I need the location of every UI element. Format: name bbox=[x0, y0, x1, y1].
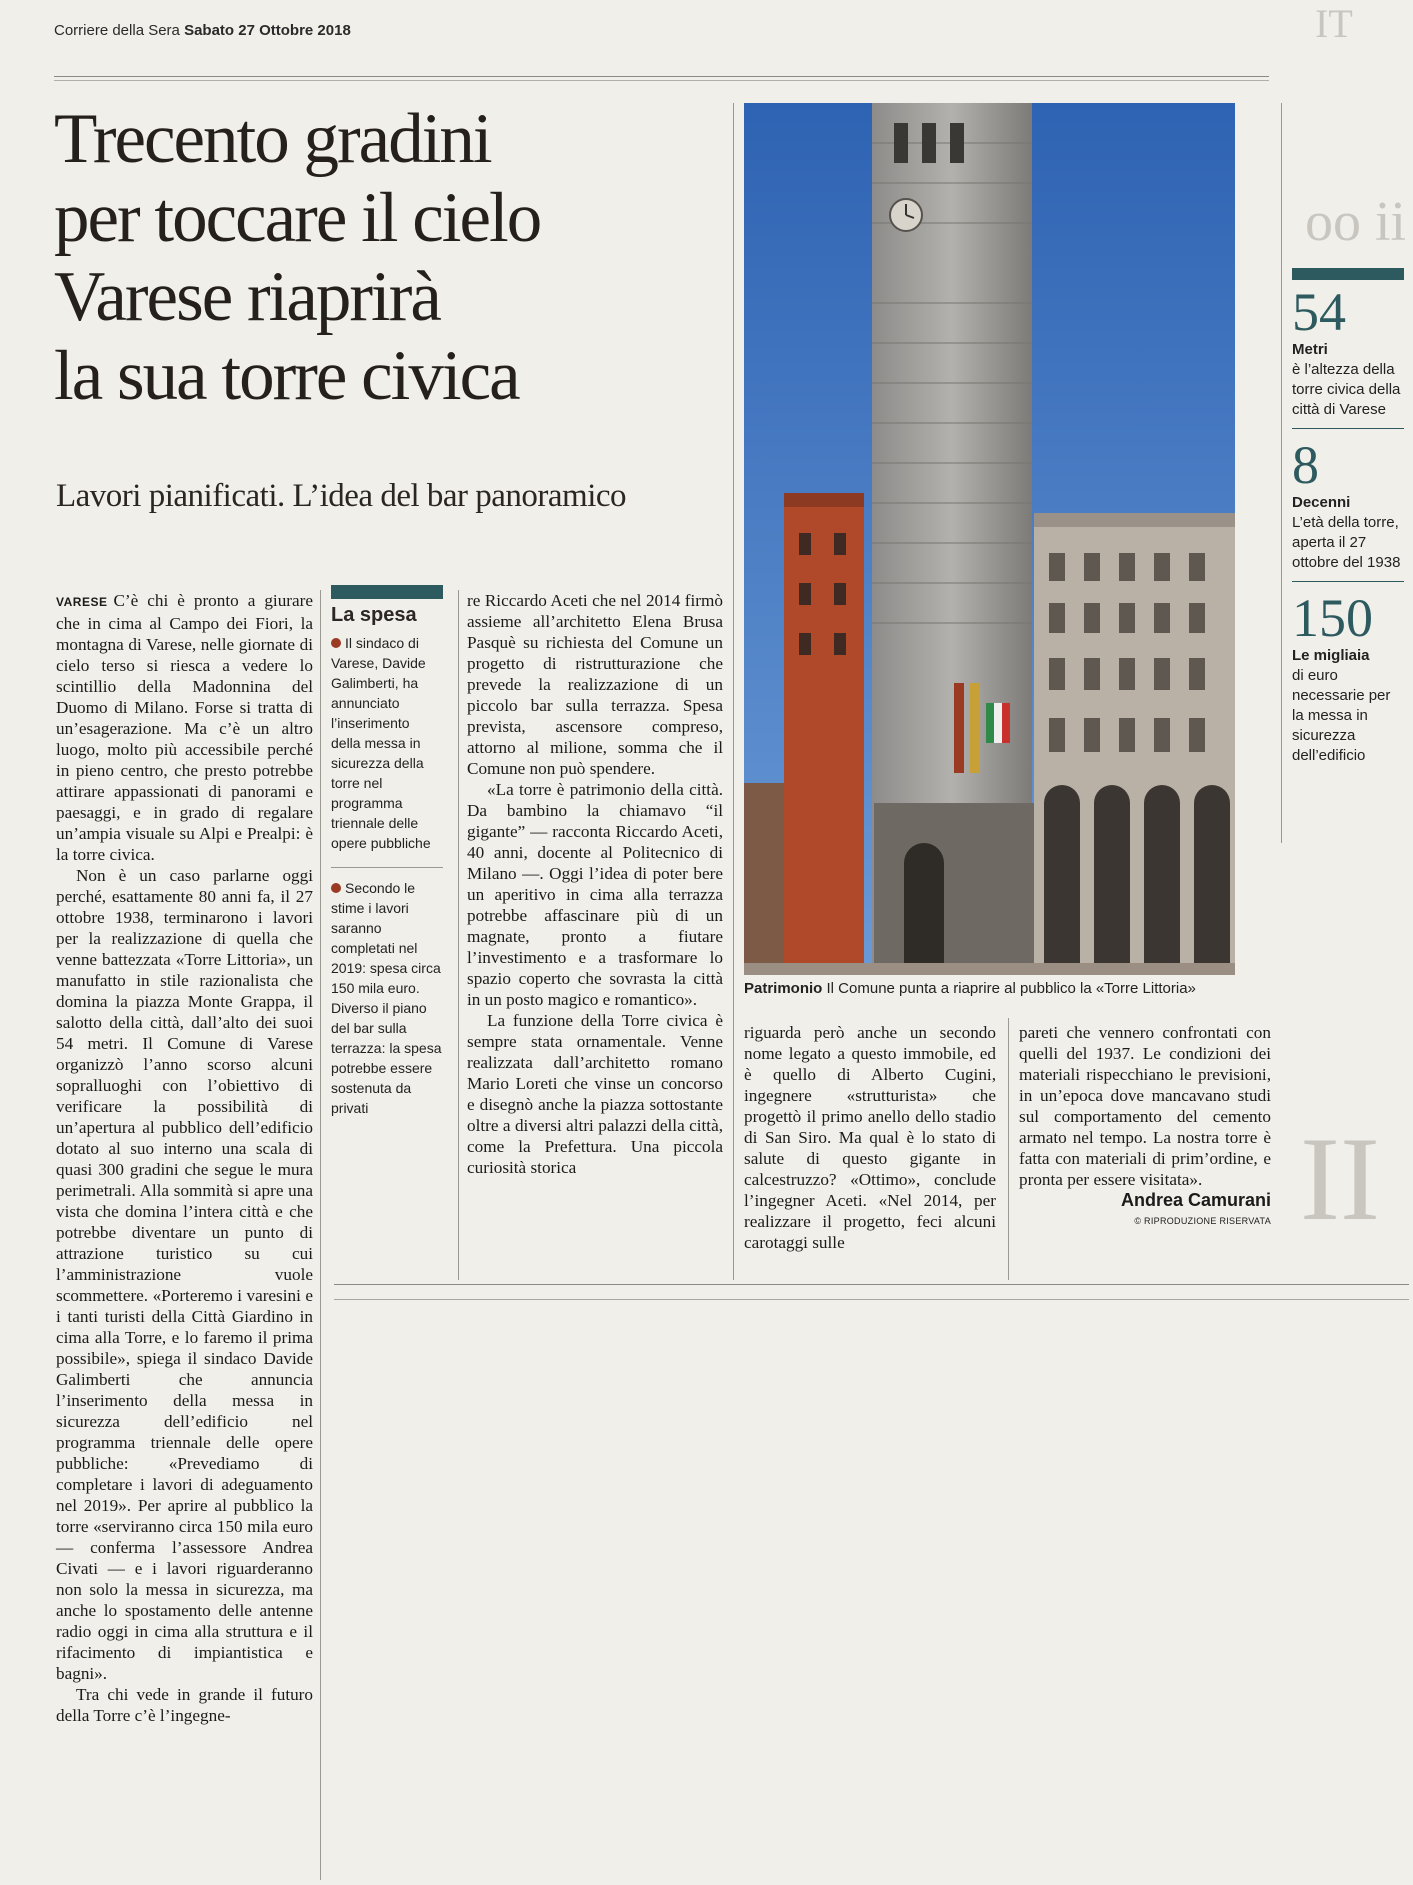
article-paragraph: re Riccardo Aceti che nel 2014 firmò assieme all’architetto Elena Brusa Pasquè su richiesta del Comune un progetto di ristrutturazione che prevede la realizzazione di un piccolo bar sulla terrazza. Spesa prevista, ascensore compreso, attorno al milione, somma che il Comune non può spendere. bbox=[467, 591, 723, 778]
bleed-through-text: oo ii bbox=[1305, 191, 1407, 253]
article-paragraph bbox=[56, 590, 313, 865]
fact-item bbox=[1292, 590, 1404, 774]
fact-description: di euro necessarie per la messa in sicurezza dell’edificio bbox=[1292, 667, 1391, 764]
article-paragraph: pareti che vennero confrontati con quelli del 1937. Le condizioni dei materiali rispecchiano le previsioni, in un’epoca dove mancavano studi sul comportamento del cemento armato nel tempo. La nostra torre è fatta con materiali di prim’ordine, e pronta per essere visitata». bbox=[1019, 1023, 1271, 1189]
photo-torre-littoria bbox=[744, 103, 1235, 975]
article-paragraph: Non è un caso parlarne oggi perché, esattamente 80 anni fa, il 27 ottobre 1938, terminarono i lavori per la realizzazione di quella che venne battezzata «Torre Littoria», un manufatto in stile razionalista che domina la piazza Monte Grappa, il salotto della città, dall’alto dei suoi 54 metri. Il Comune di Varese organizzò l’anno scorso alcuni sopralluoghi con l’obiettivo di verificare la possibilità di un’apertura al pubblico dell’edificio dotato al suo interno una scala di quasi 300 gradini che segue le mura perimetrali. Alla sommità si apre una vista che domina l’intera città e che potrebbe diventare un punto di attrazione turistico su cui l’amministrazione vuole scommettere. «Porteremo i varesini e i tanti turisti della Città Giardino in cima alla Torre, e lo faremo il prima possibile», spiega il sindaco Davide Galimberti che annuncia l’inserimento della messa in sicurezza dell’edificio nel programma triennale delle opere pubbliche: «Prevediamo di completare i lavori di adeguamento nel 2019». Per aprire al pubblico la torre «serviranno circa 150 mila euro — conferma l’assessore Andrea Civati — e i lavori riguarderanno non solo la messa in sicurezza, ma anche lo spostamento delle antenne radio oggi in cima alla struttura e il rifacimento di impiantistica e bagni». bbox=[56, 866, 313, 1683]
article-column-3 bbox=[467, 590, 723, 1178]
fact-unit: Le migliaia bbox=[1292, 647, 1370, 664]
tower-photo-illustration bbox=[744, 103, 1235, 975]
fact-item bbox=[1292, 284, 1404, 429]
fact-item bbox=[1292, 437, 1404, 582]
column-divider bbox=[733, 103, 734, 1280]
fact-description: è l’altezza della torre civica della città di Varese bbox=[1292, 361, 1401, 418]
bleed-through-text: II bbox=[1300, 1112, 1380, 1245]
dateline: VARESE bbox=[56, 595, 108, 609]
fact-unit: Metri bbox=[1292, 341, 1328, 358]
headline-line: la sua torre civica bbox=[54, 337, 519, 415]
fact-description: L’età della torre, aperta il 27 ottobre del 1938 bbox=[1292, 514, 1401, 571]
masthead-date: Sabato 27 Ottobre 2018 bbox=[184, 22, 351, 39]
caption-text: Il Comune punta a riaprire al pubblico la «Torre Littoria» bbox=[826, 980, 1196, 997]
masthead bbox=[54, 22, 351, 39]
bullet-dot-icon bbox=[331, 883, 341, 893]
bottom-rule bbox=[334, 1284, 1409, 1285]
article-text: C’è chi è pronto a giurare che in cima al Campo dei Fiori, la montagna di Varese, nelle giornate di cielo terso si riesca a vedere lo scintillio della Madonnina del Duomo di Milano. Forse si tratta di un’esagerazione. Ma c’è un altro luogo, molto più accessibile perché in pieno centro, che presto potrebbe attirare appassionati di panorami e paesaggi, e in grado di regalare un’ampia visuale su Alpi e Prealpi: è la torre civica. bbox=[56, 591, 313, 864]
sidebar-item bbox=[331, 633, 443, 853]
top-rule bbox=[54, 76, 1269, 77]
bullet-dot-icon bbox=[331, 638, 341, 648]
column-divider bbox=[320, 590, 321, 1880]
article-column-4 bbox=[744, 1022, 996, 1253]
article-paragraph: Tra chi vede in grande il futuro della Torre c’è l’ingegne- bbox=[56, 1685, 313, 1725]
fact-number: 54 bbox=[1292, 282, 1346, 342]
article-paragraph: «La torre è patrimonio della città. Da bambino la chiamavo “il gigante” — racconta Riccardo Aceti, 40 anni, docente al Politecnico di Milano —. Oggi l’idea di poter bere un aperitivo in cima alla terrazza potrebbe affascinare più di un magnate, pronto a fiutare l’investimento e a trasformare lo spazio coperto che sovrasta la città in un posto magico e romantico». bbox=[467, 780, 723, 1009]
fact-number: 150 bbox=[1292, 588, 1373, 648]
bleed-through-text: IT bbox=[1315, 1, 1353, 46]
author-signature: Andrea Camurani bbox=[1120, 1190, 1271, 1210]
column-divider bbox=[458, 590, 459, 1280]
photo-caption bbox=[744, 980, 1284, 997]
masthead-paper: Corriere della Sera bbox=[54, 22, 180, 39]
headline-line: per toccare il cielo bbox=[54, 179, 541, 257]
sidebar-item bbox=[331, 867, 443, 1118]
fact-number: 8 bbox=[1292, 435, 1319, 495]
column-divider bbox=[1281, 103, 1282, 843]
article-column-1 bbox=[56, 590, 313, 1726]
sidebar-accent-bar bbox=[331, 585, 443, 599]
facts-box bbox=[1292, 268, 1404, 782]
column-divider bbox=[1008, 1018, 1009, 1280]
subhead: Lavori pianificati. L’idea del bar panoramico bbox=[56, 478, 627, 514]
top-rule bbox=[54, 80, 1269, 81]
article-paragraph: riguarda però anche un secondo nome legato a questo immobile, ed è quello di Alberto Cugini, ingegnere «strutturista» che progettò il primo anello dello stadio di San Siro. Ma qual è lo stato di salute di questo gigante in calcestruzzo? «Ottimo», conclude l’ingegner Aceti. «Nel 2014, per realizzare il progetto, feci alcuni carotaggi sulle bbox=[744, 1023, 996, 1252]
sidebar-item-text: Il sindaco di Varese, Davide Galimberti, ha annunciato l’inserimento della messa in sicurezza della torre nel programma triennale delle opere pubbliche bbox=[331, 635, 431, 851]
headline-line: Trecento gradini bbox=[54, 100, 491, 178]
copyright-notice: © RIPRODUZIONE RISERVATA bbox=[1134, 1216, 1271, 1226]
sidebar-item-text: Secondo le stime i lavori saranno completati nel 2019: spesa circa 150 mila euro. Diverso il piano del bar sulla terrazza: la spesa potrebbe essere sostenuta da privati bbox=[331, 880, 442, 1116]
sidebar-la-spesa bbox=[331, 585, 443, 1132]
headline-line: Varese riaprirà bbox=[54, 258, 440, 336]
fact-unit: Decenni bbox=[1292, 494, 1351, 511]
bottom-rule bbox=[334, 1299, 1409, 1300]
facts-accent-bar bbox=[1292, 268, 1404, 280]
sidebar-title: La spesa bbox=[331, 604, 417, 626]
headline bbox=[54, 100, 734, 416]
article-column-5 bbox=[1019, 1022, 1271, 1232]
article-paragraph: La funzione della Torre civica è sempre stata ornamentale. Venne realizzata dall’architetto romano Mario Loreti che vinse un concorso e disegnò anche la piazza sottostante oltre a diversi altri palazzi della città, come la Prefettura. Una piccola curiosità storica bbox=[467, 1011, 723, 1177]
caption-label: Patrimonio bbox=[744, 980, 823, 997]
